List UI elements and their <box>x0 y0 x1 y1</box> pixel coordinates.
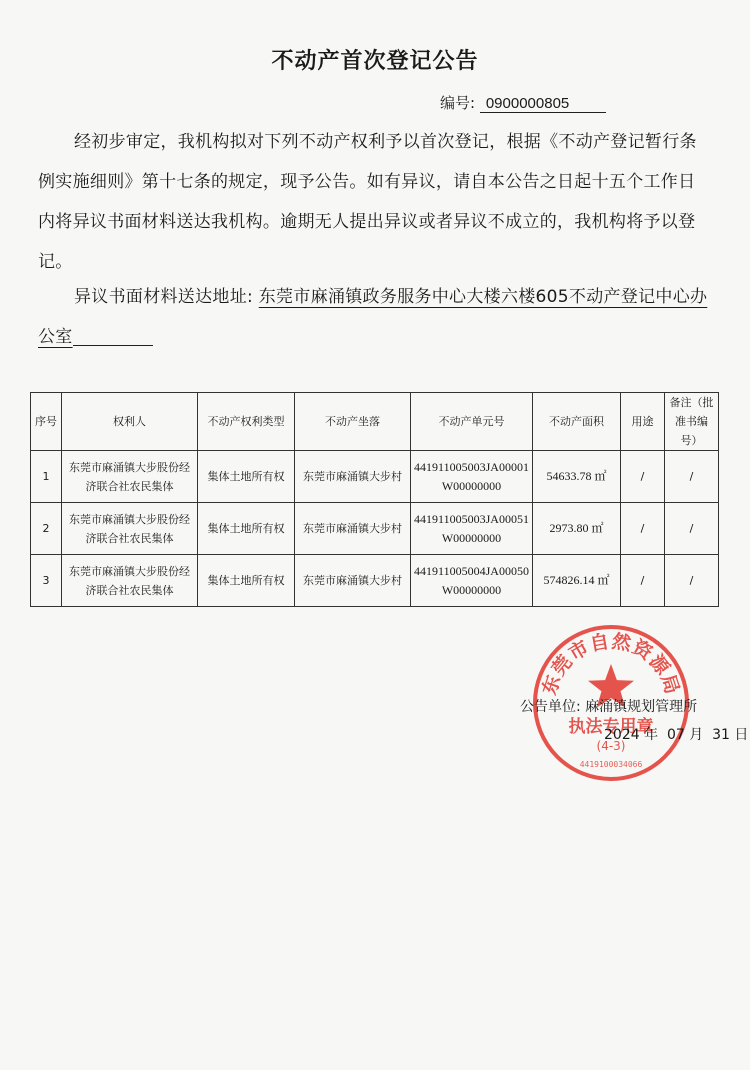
issuing-unit <box>520 696 697 716</box>
remarks: / <box>665 503 719 555</box>
issue-date: 2024 年 07 月 31 日 <box>604 727 749 743</box>
document-number-value: 0900000805 <box>480 95 606 113</box>
issuing-unit-name: 麻涌镇规划管理所 <box>585 699 698 715</box>
right-holder: 东莞市麻涌镇大步股份经济联合社农民集体 <box>62 555 198 607</box>
notice-body: 经初步审定，我机构拟对下列不动产权利予以首次登记，根据《不动产登记暂行条例实施细则》第十七条的规定，现予公告。如有异议，请自本公告之日起十五个工作日内将异议书面材料送达我机构。逾期无人提出异议或者异议不成立的，我机构将予以登记。 <box>38 132 697 272</box>
row-index: 3 <box>31 555 62 607</box>
table-header-row <box>31 393 719 451</box>
remarks: / <box>665 451 719 503</box>
svg-text:(4-3): (4-3) <box>596 739 626 753</box>
column-header: 不动产单元号 <box>411 393 533 451</box>
table-row <box>31 451 719 503</box>
column-header: 不动产面积 <box>533 393 621 451</box>
svg-text:4419100034066: 4419100034066 <box>579 760 643 769</box>
location: 东莞市麻涌镇大步村 <box>295 555 411 607</box>
unit-number: 441911005003JA00051W00000000 <box>411 503 533 555</box>
objection-address-label: 异议书面材料送达地址: <box>74 287 254 307</box>
unit-number: 441911005003JA00001W00000000 <box>411 451 533 503</box>
issuing-unit-label: 公告单位: <box>520 699 581 715</box>
unit-number: 441911005004JA00050W00000000 <box>411 555 533 607</box>
column-header: 用途 <box>621 393 665 451</box>
page-title: 不动产首次登记公告 <box>271 49 479 74</box>
objection-address: 东莞市麻涌镇政务服务中心大楼六楼605不动产登记中心办公室 <box>38 287 708 347</box>
area: 2973.80 ㎡ <box>533 503 621 555</box>
right-type: 集体土地所有权 <box>198 503 295 555</box>
area: 54633.78 ㎡ <box>533 451 621 503</box>
right-type: 集体土地所有权 <box>198 555 295 607</box>
column-header: 权利人 <box>62 393 198 451</box>
column-header: 不动产坐落 <box>295 393 411 451</box>
column-header: 备注（批准书编号） <box>665 393 719 451</box>
objection-address-paragraph <box>38 277 710 357</box>
right-holder: 东莞市麻涌镇大步股份经济联合社农民集体 <box>62 503 198 555</box>
row-index: 2 <box>31 503 62 555</box>
document-number <box>440 92 606 113</box>
right-holder: 东莞市麻涌镇大步股份经济联合社农民集体 <box>62 451 198 503</box>
location: 东莞市麻涌镇大步村 <box>295 451 411 503</box>
registration-table <box>30 392 719 607</box>
svg-text:东莞市自然资源局: 东莞市自然资源局 <box>538 630 684 698</box>
svg-text:执法专用章: 执法专用章 <box>568 717 654 737</box>
right-type: 集体土地所有权 <box>198 451 295 503</box>
table-row <box>31 503 719 555</box>
row-index: 1 <box>31 451 62 503</box>
document-number-label: 编号: <box>440 94 476 112</box>
area: 574826.14 ㎡ <box>533 555 621 607</box>
usage: / <box>621 503 665 555</box>
usage: / <box>621 555 665 607</box>
column-header: 序号 <box>31 393 62 451</box>
usage: / <box>621 451 665 503</box>
column-header: 不动产权利类型 <box>198 393 295 451</box>
table-row <box>31 555 719 607</box>
location: 东莞市麻涌镇大步村 <box>295 503 411 555</box>
blank-underline <box>73 344 153 346</box>
remarks: / <box>665 555 719 607</box>
